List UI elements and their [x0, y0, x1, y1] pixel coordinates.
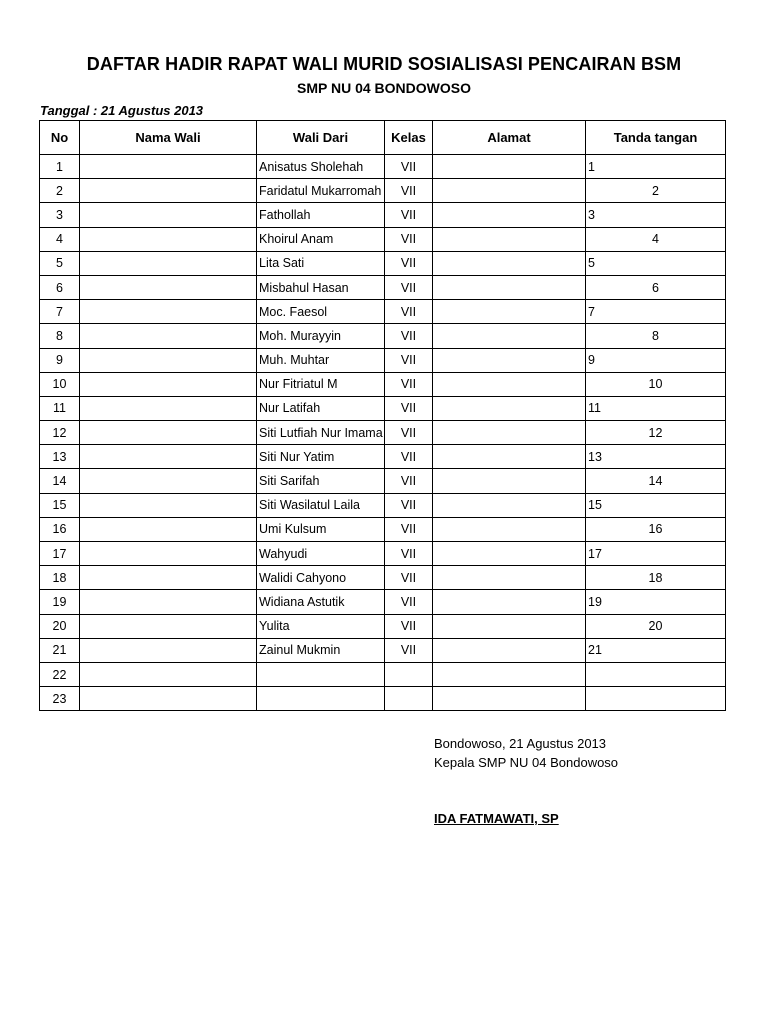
cell-no: 15: [40, 493, 80, 517]
cell-no: 17: [40, 542, 80, 566]
cell-alamat: [433, 251, 586, 275]
column-header-kelas: Kelas: [385, 121, 433, 155]
cell-no: 5: [40, 251, 80, 275]
cell-nama-wali: [80, 469, 257, 493]
table-row: [40, 179, 726, 203]
cell-wali-dari: Siti Wasilatul Laila: [257, 493, 385, 517]
cell-tanda-tangan: 6: [586, 275, 726, 299]
cell-alamat: [433, 638, 586, 662]
table-row: [40, 251, 726, 275]
cell-tanda-tangan: [586, 687, 726, 711]
cell-nama-wali: [80, 542, 257, 566]
cell-no: 2: [40, 179, 80, 203]
cell-wali-dari: Khoirul Anam: [257, 227, 385, 251]
cell-tanda-tangan: 10: [586, 372, 726, 396]
cell-nama-wali: [80, 517, 257, 541]
cell-nama-wali: [80, 155, 257, 179]
cell-tanda-tangan: 4: [586, 227, 726, 251]
cell-wali-dari: [257, 687, 385, 711]
table-row: [40, 469, 726, 493]
cell-alamat: [433, 687, 586, 711]
cell-nama-wali: [80, 227, 257, 251]
document-title: DAFTAR HADIR RAPAT WALI MURID SOSIALISASI PENCAIRAN BSM: [86, 54, 682, 74]
cell-alamat: [433, 203, 586, 227]
cell-kelas: VII: [385, 638, 433, 662]
column-header-tanda-tangan: Tanda tangan: [586, 121, 726, 155]
cell-wali-dari: Wahyudi: [257, 542, 385, 566]
cell-kelas: VII: [385, 348, 433, 372]
cell-kelas: VII: [385, 469, 433, 493]
cell-tanda-tangan: 5: [586, 251, 726, 275]
cell-kelas: VII: [385, 179, 433, 203]
cell-tanda-tangan: 12: [586, 421, 726, 445]
cell-tanda-tangan: 8: [586, 324, 726, 348]
table-row: [40, 638, 726, 662]
cell-nama-wali: [80, 372, 257, 396]
cell-nama-wali: [80, 203, 257, 227]
table-row: [40, 542, 726, 566]
cell-alamat: [433, 445, 586, 469]
cell-no: 12: [40, 421, 80, 445]
cell-tanda-tangan: 2: [586, 179, 726, 203]
cell-no: 16: [40, 517, 80, 541]
cell-alamat: [433, 469, 586, 493]
cell-alamat: [433, 421, 586, 445]
cell-tanda-tangan: 1: [586, 155, 726, 179]
cell-nama-wali: [80, 662, 257, 686]
table-row: [40, 396, 726, 420]
table-row: [40, 445, 726, 469]
cell-nama-wali: [80, 566, 257, 590]
cell-no: 7: [40, 300, 80, 324]
cell-tanda-tangan: 20: [586, 614, 726, 638]
cell-no: 14: [40, 469, 80, 493]
cell-tanda-tangan: 13: [586, 445, 726, 469]
cell-wali-dari: Moh. Murayyin: [257, 324, 385, 348]
cell-alamat: [433, 155, 586, 179]
table-row: [40, 517, 726, 541]
attendance-table: [39, 120, 726, 711]
cell-no: 23: [40, 687, 80, 711]
cell-wali-dari: Yulita: [257, 614, 385, 638]
table-header-row: [40, 121, 726, 155]
table-row: [40, 227, 726, 251]
cell-no: 21: [40, 638, 80, 662]
cell-wali-dari: Walidi Cahyono: [257, 566, 385, 590]
column-header-nama-wali: Nama Wali: [80, 121, 257, 155]
cell-kelas: VII: [385, 590, 433, 614]
cell-alamat: [433, 348, 586, 372]
table-row: [40, 348, 726, 372]
cell-tanda-tangan: 19: [586, 590, 726, 614]
table-row: [40, 566, 726, 590]
cell-wali-dari: Faridatul Mukarromah: [257, 179, 385, 203]
cell-nama-wali: [80, 590, 257, 614]
cell-kelas: VII: [385, 324, 433, 348]
cell-nama-wali: [80, 421, 257, 445]
cell-wali-dari: Anisatus Sholehah: [257, 155, 385, 179]
column-header-no: No: [40, 121, 80, 155]
cell-no: 9: [40, 348, 80, 372]
cell-tanda-tangan: [586, 662, 726, 686]
table-row: [40, 590, 726, 614]
column-header-wali-dari: Wali Dari: [257, 121, 385, 155]
cell-kelas: VII: [385, 493, 433, 517]
cell-nama-wali: [80, 300, 257, 324]
cell-nama-wali: [80, 348, 257, 372]
cell-nama-wali: [80, 324, 257, 348]
cell-no: 22: [40, 662, 80, 686]
cell-tanda-tangan: 18: [586, 566, 726, 590]
cell-tanda-tangan: 17: [586, 542, 726, 566]
cell-no: 3: [40, 203, 80, 227]
cell-no: 6: [40, 275, 80, 299]
cell-wali-dari: Zainul Mukmin: [257, 638, 385, 662]
cell-no: 19: [40, 590, 80, 614]
signing-place-date: Bondowoso, 21 Agustus 2013: [434, 736, 607, 751]
cell-no: 8: [40, 324, 80, 348]
cell-nama-wali: [80, 445, 257, 469]
table-row: [40, 614, 726, 638]
cell-alamat: [433, 517, 586, 541]
cell-kelas: VII: [385, 372, 433, 396]
cell-wali-dari: Siti Lutfiah Nur Imama: [257, 421, 385, 445]
cell-no: 20: [40, 614, 80, 638]
cell-nama-wali: [80, 179, 257, 203]
cell-wali-dari: Lita Sati: [257, 251, 385, 275]
cell-alamat: [433, 590, 586, 614]
cell-nama-wali: [80, 251, 257, 275]
cell-alamat: [433, 324, 586, 348]
table-row: [40, 493, 726, 517]
cell-tanda-tangan: 16: [586, 517, 726, 541]
cell-nama-wali: [80, 396, 257, 420]
cell-tanda-tangan: 9: [586, 348, 726, 372]
cell-kelas: VII: [385, 421, 433, 445]
cell-alamat: [433, 300, 586, 324]
cell-nama-wali: [80, 638, 257, 662]
cell-alamat: [433, 566, 586, 590]
table-row: [40, 275, 726, 299]
cell-nama-wali: [80, 614, 257, 638]
cell-alamat: [433, 372, 586, 396]
cell-no: 18: [40, 566, 80, 590]
cell-wali-dari: Siti Nur Yatim: [257, 445, 385, 469]
cell-kelas: VII: [385, 517, 433, 541]
table-row: [40, 324, 726, 348]
cell-alamat: [433, 542, 586, 566]
cell-tanda-tangan: 11: [586, 396, 726, 420]
cell-wali-dari: Nur Fitriatul M: [257, 372, 385, 396]
cell-alamat: [433, 662, 586, 686]
cell-nama-wali: [80, 275, 257, 299]
cell-tanda-tangan: 7: [586, 300, 726, 324]
cell-kelas: VII: [385, 445, 433, 469]
cell-wali-dari: Muh. Muhtar: [257, 348, 385, 372]
cell-alamat: [433, 396, 586, 420]
column-header-alamat: Alamat: [433, 121, 586, 155]
cell-no: 4: [40, 227, 80, 251]
cell-wali-dari: [257, 662, 385, 686]
cell-no: 11: [40, 396, 80, 420]
table-row: [40, 372, 726, 396]
cell-kelas: VII: [385, 542, 433, 566]
cell-kelas: VII: [385, 396, 433, 420]
signer-role: Kepala SMP NU 04 Bondowoso: [434, 755, 619, 770]
cell-alamat: [433, 275, 586, 299]
table-row: [40, 203, 726, 227]
cell-kelas: VII: [385, 275, 433, 299]
cell-kelas: VII: [385, 251, 433, 275]
cell-wali-dari: Fathollah: [257, 203, 385, 227]
cell-alamat: [433, 614, 586, 638]
cell-alamat: [433, 493, 586, 517]
cell-alamat: [433, 227, 586, 251]
cell-no: 1: [40, 155, 80, 179]
cell-tanda-tangan: 14: [586, 469, 726, 493]
table-row: [40, 421, 726, 445]
cell-tanda-tangan: 21: [586, 638, 726, 662]
cell-wali-dari: Siti Sarifah: [257, 469, 385, 493]
cell-kelas: VII: [385, 203, 433, 227]
table-row: [40, 687, 726, 711]
cell-tanda-tangan: 15: [586, 493, 726, 517]
cell-wali-dari: Umi Kulsum: [257, 517, 385, 541]
cell-kelas: VII: [385, 614, 433, 638]
cell-no: 10: [40, 372, 80, 396]
cell-wali-dari: Widiana Astutik: [257, 590, 385, 614]
cell-nama-wali: [80, 687, 257, 711]
signer-name: IDA FATMAWATI, SP: [434, 811, 559, 826]
school-name: SMP NU 04 BONDOWOSO: [297, 80, 471, 96]
cell-alamat: [433, 179, 586, 203]
cell-tanda-tangan: 3: [586, 203, 726, 227]
cell-kelas: VII: [385, 227, 433, 251]
cell-wali-dari: Moc. Faesol: [257, 300, 385, 324]
cell-wali-dari: Nur Latifah: [257, 396, 385, 420]
meeting-date: Tanggal : 21 Agustus 2013: [40, 103, 204, 118]
cell-wali-dari: Misbahul Hasan: [257, 275, 385, 299]
table-row: [40, 300, 726, 324]
cell-no: 13: [40, 445, 80, 469]
cell-nama-wali: [80, 493, 257, 517]
cell-kelas: [385, 662, 433, 686]
cell-kelas: VII: [385, 566, 433, 590]
table-row: [40, 662, 726, 686]
cell-kelas: [385, 687, 433, 711]
cell-kelas: VII: [385, 155, 433, 179]
table-row: [40, 155, 726, 179]
cell-kelas: VII: [385, 300, 433, 324]
